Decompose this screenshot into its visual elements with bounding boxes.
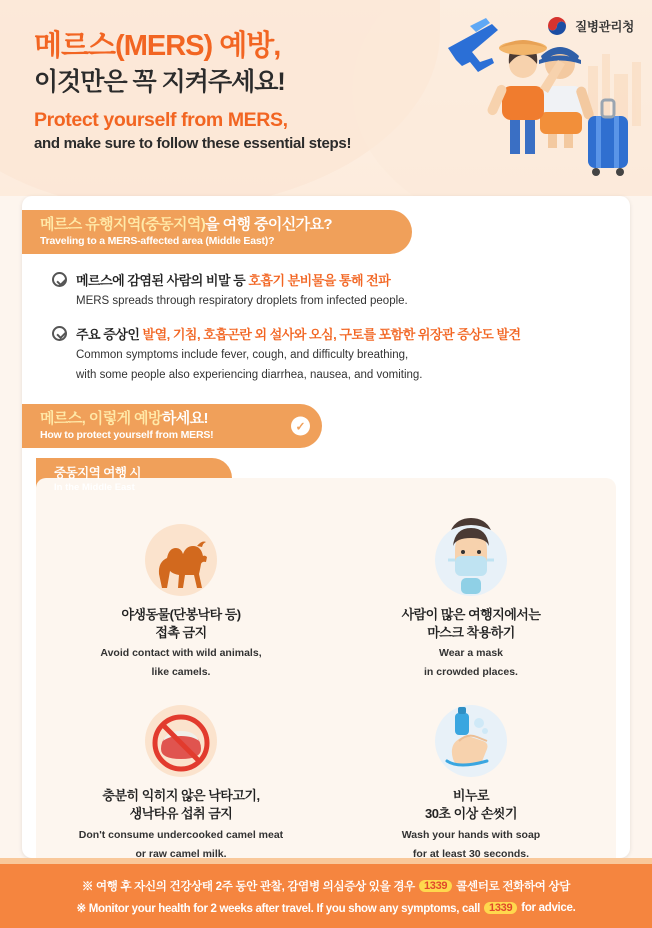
bullet-english-line2: with some people also experiencing diarrhea, nausea, and vomiting. — [76, 369, 423, 382]
check-icon: ✓ — [291, 417, 310, 436]
subsection-heading-english: In the Middle East — [54, 482, 135, 494]
list-item — [52, 270, 604, 310]
title-english-line1: Protect yourself from MERS, — [34, 108, 288, 131]
footer-korean-note — [82, 878, 570, 894]
handwashing-icon — [425, 697, 517, 785]
bullet-korean-pre: 주요 증상인 — [76, 326, 143, 342]
bullet-english-line1: Common symptoms include fever, cough, and difficulty breathing, — [76, 348, 409, 361]
content-card — [22, 196, 630, 858]
tip-korean-line2: 생낙타유 섭취 금지 — [129, 806, 233, 821]
tip-item — [36, 508, 326, 683]
subsection-heading — [36, 458, 232, 498]
title-korean-line2: 이것만은 꼭 지켜주세요! — [34, 68, 285, 97]
tip-english-line2: like camels. — [151, 666, 211, 679]
list-item — [52, 324, 604, 384]
section1-heading-korean — [40, 217, 412, 234]
footer-korean-pre: ※ 여행 후 자신의 건강상태 2주 동안 관찰, 감염병 의심증상 있을 경우 — [81, 880, 415, 893]
tip-korean-line2: 마스크 착용하기 — [427, 624, 515, 640]
footer-english-pre: ※ Monitor your health for 2 weeks after travel. If you show any symptoms, call — [76, 902, 481, 915]
tip-illustration — [48, 695, 314, 787]
section2-heading-english: How to protect yourself from MERS! — [40, 429, 214, 442]
tips-grid — [36, 508, 616, 858]
agency-name: 질병관리청 — [575, 20, 634, 34]
tip-illustration — [338, 514, 604, 606]
tip-korean-line1: 사람이 많은 여행지에서는 — [401, 607, 541, 623]
tip-english-line1: Avoid contact with wild animals, — [100, 647, 262, 660]
hotline-number-en: 1339 — [484, 902, 517, 914]
title-korean-line1: 메르스(MERS) 예방, — [34, 30, 281, 62]
check-circle-icon — [52, 272, 67, 287]
section1-heading-korean-highlight: 메르스 유행지역(중동지역) — [40, 215, 206, 233]
check-circle-icon — [52, 326, 67, 341]
footer-english-post: for advice. — [521, 901, 576, 914]
tips-panel — [36, 478, 616, 858]
tip-english-line2: in crowded places. — [424, 666, 518, 679]
tip-illustration — [48, 514, 314, 606]
bullet-english-line1: MERS spreads through respiratory droplets from infected people. — [76, 295, 408, 307]
face-mask-icon — [425, 516, 517, 604]
tip-english-line1: Wash your hands with soap — [401, 828, 541, 841]
tip-english-line2: or raw camel milk. — [135, 847, 227, 858]
tip-korean-line1-pre: 충분히 익히지 않은 낙타고기, — [102, 788, 260, 804]
tip-illustration — [338, 695, 604, 787]
section2-heading — [22, 404, 322, 448]
tip-korean-line2: 접촉 금지 — [155, 624, 207, 640]
footer-english-note — [76, 901, 575, 915]
section2-heading-korean-rest: 하세요! — [161, 409, 208, 427]
tip-english-line1: Don't consume undercooked camel meat — [78, 828, 284, 841]
hotline-number-ko: 1339 — [419, 880, 452, 892]
tip-item — [326, 689, 616, 858]
tip-english-line1: Wear a mask — [438, 647, 503, 660]
poster-footer — [0, 864, 652, 928]
poster-title-group — [34, 28, 351, 152]
tip-item — [326, 508, 616, 683]
subsection-heading-korean: 중동지역 여행 시 — [54, 466, 141, 481]
raw-meat-prohibited-icon — [135, 697, 227, 785]
bullet-korean-highlight: 호흡기 분비물을 통해 전파 — [248, 273, 391, 288]
poster-header — [0, 0, 652, 196]
section2-heading-korean-highlight: 메르스, 이렇게 예방 — [40, 409, 162, 427]
section1-bullet-list — [22, 254, 630, 404]
tip-korean-line2: 30초 이상 손씻기 — [424, 806, 518, 821]
tip-item — [36, 689, 326, 858]
section1-heading — [22, 210, 412, 254]
tip-english-line2: for at least 30 seconds. — [412, 847, 530, 858]
tip-korean-line1: 야생동물(단봉낙타 등) — [121, 607, 241, 623]
camel-icon — [135, 516, 227, 604]
bullet-korean-highlight: 발열, 기침, 호흡곤란 외 설사와 오심, 구토를 포함한 위장관 증상도 발견 — [142, 326, 521, 342]
bullet-korean — [76, 270, 604, 289]
footer-korean-post: 콜센터로 전화하여 상담 — [456, 880, 571, 893]
title-english-line2: and make sure to follow these essential steps! — [34, 134, 352, 152]
tip-korean-line1: 비누로 — [452, 788, 490, 804]
bullet-korean — [76, 324, 604, 343]
airplane-icon — [448, 18, 498, 72]
travelers-illustration — [352, 0, 652, 196]
tip-korean-line1 — [48, 787, 314, 805]
section2-heading-korean — [40, 411, 322, 428]
section1-heading-korean-rest: 을 여행 중이신가요? — [205, 215, 332, 233]
section1-heading-english: Traveling to a MERS-affected area (Middle East)? — [40, 235, 275, 248]
bullet-korean-pre: 메르스에 감염된 사람의 비말 등 — [76, 273, 249, 288]
